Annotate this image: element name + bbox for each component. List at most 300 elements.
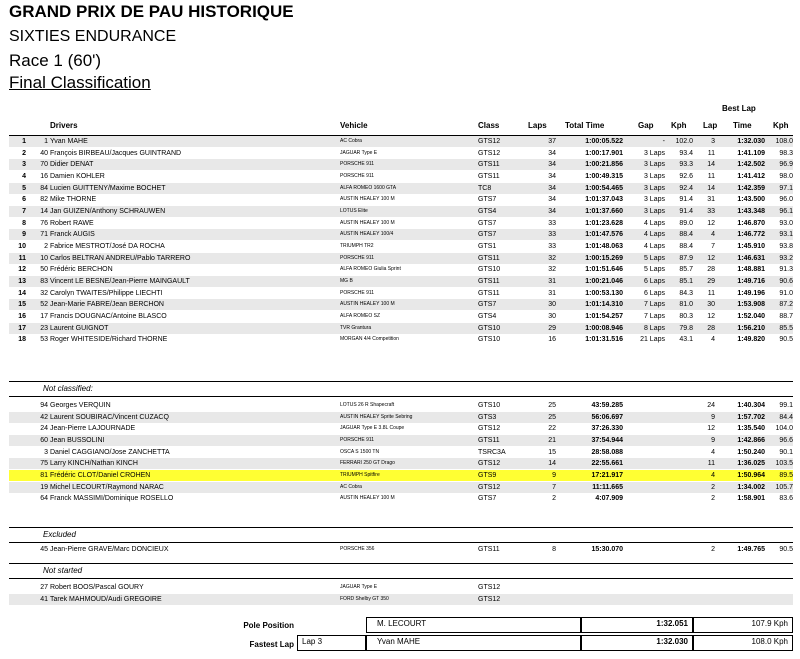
cell-gap: 7 Laps (643, 301, 665, 309)
table-row (9, 159, 793, 170)
cell-time: 1:49.716 (737, 278, 765, 286)
cell-lap: 12 (707, 219, 715, 227)
cell-class: GTS7 (478, 231, 497, 239)
table-row (9, 311, 793, 322)
cell-class: GTS12 (478, 584, 501, 591)
table-row (9, 288, 793, 299)
cell-lap: 11 (707, 173, 715, 180)
cell-laps: 33 (548, 231, 556, 239)
cell-kph: 80.3 (679, 313, 693, 321)
section-heading (9, 383, 793, 395)
cell-class: GTS9 (478, 472, 497, 480)
cell-drivers: Roger WHITESIDE/Richard THORNE (50, 336, 168, 344)
cell-bkph: 88.7 (779, 313, 793, 321)
cell-pos: 9 (22, 231, 26, 239)
pole-time-box (581, 617, 693, 633)
table-row (9, 299, 793, 310)
col-lap: Lap (703, 121, 718, 130)
cell-vehicle: OSCA S 1500 TN (340, 448, 380, 455)
cell-num: 27 (40, 584, 48, 591)
cell-kph: 88.4 (679, 231, 693, 239)
cell-total: 4:07.909 (595, 495, 623, 503)
cell-laps: 34 (548, 184, 556, 192)
cell-num: 32 (40, 289, 48, 297)
fastest-lap-label: Fastest Lap (249, 640, 294, 649)
cell-time: 1:41.412 (737, 173, 765, 180)
cell-pos: 3 (22, 161, 26, 169)
cell-time: 1:57.702 (737, 413, 765, 421)
cell-drivers: Mike THORNE (50, 196, 97, 204)
cell-laps: 7 (552, 483, 556, 491)
cell-gap: 4 Laps (643, 219, 665, 227)
cell-pos: 4 (22, 173, 26, 180)
cell-time: 1:40.304 (737, 402, 765, 409)
cell-class: GTS11 (478, 173, 500, 180)
cell-time: 1:43.348 (737, 208, 765, 216)
cell-gap: 3 Laps (643, 208, 665, 216)
cell-kph: 91.4 (679, 208, 693, 216)
cell-bkph: 93.0 (779, 219, 793, 227)
cell-bkph: 93.2 (779, 254, 793, 262)
cell-lap: 11 (707, 460, 715, 468)
cell-class: GTS11 (478, 161, 500, 169)
pole-position-label: Pole Position (243, 621, 294, 630)
cell-laps: 25 (548, 413, 556, 421)
cell-bkph: 93.1 (779, 231, 793, 239)
table-row (9, 183, 793, 194)
cell-bkph: 90.1 (779, 448, 793, 456)
cell-class: GTS11 (478, 254, 500, 262)
cell-lap: 14 (707, 161, 715, 169)
cell-laps: 21 (548, 437, 556, 444)
table-row (9, 194, 793, 205)
table-row (9, 423, 793, 434)
section-label: Excluded (43, 530, 76, 539)
cell-vehicle: AUSTIN HEALEY 100/4 (340, 231, 394, 238)
cell-num: 76 (40, 219, 48, 227)
cell-laps: 9 (552, 472, 556, 480)
cell-time: 1:35.540 (737, 425, 765, 433)
cell-class: GTS11 (478, 437, 500, 444)
cell-bkph: 89.5 (779, 472, 793, 480)
cell-drivers: Georges VERQUIN (50, 402, 111, 409)
table-row (9, 544, 793, 555)
cell-total: 1:01:54.257 (585, 313, 623, 321)
cell-class: GTS1 (478, 243, 497, 251)
cell-pos: 7 (22, 208, 26, 216)
table-row (9, 493, 793, 504)
cell-total: 1:00:15.269 (585, 254, 623, 262)
cell-bkph: 98.3 (779, 149, 793, 157)
cell-total: 15:30.070 (591, 546, 623, 553)
section-divider (9, 527, 793, 528)
cell-vehicle: AUSTIN HEALEY 100 M (340, 196, 395, 203)
cell-gap: 3 Laps (643, 184, 665, 192)
fastest-time: 1:32.030 (656, 637, 688, 646)
cell-lap: 4 (711, 448, 715, 456)
cell-total: 37:26.330 (591, 425, 623, 433)
cell-gap: 21 Laps (640, 336, 665, 344)
cell-num: 71 (40, 231, 48, 239)
cell-num: 3 (44, 448, 48, 456)
table-row (9, 482, 793, 493)
cell-drivers: Jean-Pierre GRAVE/Marc DONCIEUX (50, 546, 169, 553)
cell-laps: 22 (548, 425, 556, 433)
cell-drivers: Larry KINCH/Nathan KINCH (50, 460, 138, 468)
cell-time: 1:46.772 (737, 231, 765, 239)
event-subtitle: SIXTIES ENDURANCE (9, 28, 177, 45)
cell-class: GTS7 (478, 196, 497, 204)
table-row (9, 136, 793, 147)
cell-total: 11:11.665 (592, 483, 623, 491)
cell-kph: 92.6 (679, 173, 693, 180)
cell-total: 1:00:54.465 (585, 184, 623, 192)
cell-lap: 2 (711, 483, 715, 491)
classification-title: Final Classification (9, 73, 151, 92)
cell-bkph: 90.5 (779, 336, 793, 344)
cell-lap: 14 (707, 184, 715, 192)
cell-drivers: Carlos BELTRAN ANDREU/Pablo TARRERO (50, 254, 191, 262)
cell-time: 1:46.631 (737, 254, 765, 262)
cell-num: 81 (40, 472, 48, 480)
cell-num: 17 (40, 313, 48, 321)
table-row (9, 334, 793, 345)
cell-class: GTS10 (478, 402, 501, 409)
cell-pos: 2 (22, 149, 26, 157)
cell-vehicle: FORD Shelby GT 350 (340, 595, 389, 602)
cell-time: 1:36.025 (737, 460, 765, 468)
cell-pos: 6 (22, 196, 26, 204)
cell-total: 1:01:47.576 (585, 231, 623, 239)
cell-drivers: Vincent LE BESNE/Jean-Pierre MAINGAULT (50, 278, 190, 286)
section-divider (9, 396, 793, 397)
cell-bkph: 96.1 (779, 208, 793, 216)
section-divider (9, 563, 793, 564)
cell-laps: 14 (548, 460, 556, 468)
cell-kph: 92.4 (679, 184, 693, 192)
cell-laps: 16 (548, 336, 556, 344)
cell-pos: 12 (18, 266, 26, 274)
cell-class: GTS4 (478, 313, 497, 321)
cell-class: GTS10 (478, 336, 501, 344)
cell-time: 1:50.240 (737, 448, 765, 456)
cell-total: 28:58.088 (591, 448, 623, 456)
cell-total: 1:00:05.522 (585, 138, 623, 145)
cell-class: GTS7 (478, 219, 497, 227)
cell-drivers: Laurent GUIGNOT (50, 324, 109, 332)
cell-class: GTS7 (478, 495, 497, 503)
cell-gap: 3 Laps (643, 161, 665, 169)
cell-vehicle: JAGUAR Type E 3.8L Coupe (340, 425, 405, 432)
cell-laps: 30 (548, 301, 556, 309)
cell-total: 1:01:14.310 (585, 301, 623, 309)
section-divider (9, 578, 793, 579)
cell-bkph: 108.0 (775, 138, 793, 145)
cell-time: 1:48.881 (737, 266, 765, 274)
cell-vehicle: FERRARI 250 GT Drago (340, 460, 395, 467)
cell-bkph: 104.0 (775, 425, 793, 433)
cell-total: 22:55.661 (591, 460, 623, 468)
cell-time: 1:50.964 (737, 472, 765, 480)
cell-total: 17:21.917 (591, 472, 623, 480)
cell-total: 43:59.285 (591, 402, 623, 409)
cell-vehicle: AUSTIN HEALEY 100 M (340, 301, 395, 308)
cell-pos: 17 (18, 324, 26, 332)
cell-laps: 31 (548, 289, 556, 297)
cell-laps: 31 (548, 278, 556, 286)
cell-gap: 3 Laps (643, 149, 665, 157)
cell-laps: 32 (548, 266, 556, 274)
cell-drivers: Carolyn TWAITES/Philippe LIECHTI (50, 289, 163, 297)
cell-vehicle: PORSCHE 911 (340, 161, 375, 168)
cell-num: 60 (40, 437, 48, 444)
cell-num: 84 (40, 184, 48, 192)
table-row (9, 171, 793, 182)
cell-num: 94 (40, 402, 48, 409)
pole-kph-box (693, 617, 793, 633)
cell-gap: 6 Laps (643, 278, 665, 286)
cell-num: 42 (40, 413, 48, 421)
section-label: Not classified: (43, 384, 93, 393)
cell-kph: 87.9 (679, 254, 693, 262)
section-label: Not started (43, 566, 83, 575)
cell-total: 1:01:23.628 (585, 219, 623, 227)
cell-pos: 13 (18, 278, 26, 286)
cell-gap: 4 Laps (643, 243, 665, 251)
cell-pos: 8 (22, 219, 26, 227)
fastest-time-box (581, 635, 693, 651)
cell-time: 1:42.866 (737, 437, 765, 444)
table-row (9, 594, 793, 605)
cell-class: GTS12 (478, 138, 501, 145)
cell-num: 53 (40, 336, 48, 344)
cell-lap: 12 (707, 254, 715, 262)
cell-vehicle: JAGUAR Type E (340, 584, 378, 590)
table-row (9, 241, 793, 252)
cell-class: GTS11 (478, 546, 500, 553)
cell-num: 1 (44, 138, 48, 145)
cell-total: 1:00:08.946 (585, 324, 623, 332)
table-row (9, 323, 793, 334)
cell-class: GTS11 (478, 278, 500, 286)
cell-class: GTS4 (478, 208, 497, 216)
cell-total: 1:01:37.043 (585, 196, 623, 204)
cell-vehicle: AUSTIN HEALEY Sprite Sebring (340, 413, 413, 420)
cell-drivers: Tarek MAHMOUD/Audi GREGOIRE (50, 595, 162, 603)
cell-class: GTS12 (478, 149, 501, 157)
cell-drivers: Robert RAWE (50, 219, 94, 227)
cell-lap: 24 (707, 402, 715, 409)
cell-lap: 33 (707, 208, 715, 216)
table-row (9, 206, 793, 217)
cell-num: 23 (40, 324, 48, 332)
fastest-lap-number-box (297, 635, 366, 651)
cell-lap: 2 (711, 546, 715, 553)
cell-laps: 30 (548, 313, 556, 321)
cell-pos: 15 (18, 301, 26, 309)
cell-vehicle: AC Cobra (340, 483, 362, 490)
table-row (9, 264, 793, 275)
cell-vehicle: LOTUS Elite (340, 208, 368, 215)
cell-gap: 5 Laps (643, 254, 665, 262)
cell-lap: 4 (711, 472, 715, 480)
cell-drivers: Yvan MAHE (50, 138, 88, 145)
cell-num: 19 (40, 483, 48, 491)
cell-total: 1:01:48.063 (585, 243, 623, 251)
cell-class: GTS7 (478, 301, 497, 309)
cell-vehicle: PORSCHE 911 (340, 289, 375, 296)
cell-total: 1:00:49.315 (585, 173, 623, 180)
cell-lap: 4 (711, 231, 715, 239)
cell-bkph: 90.6 (779, 278, 793, 286)
fastest-driver: Yvan MAHE (377, 637, 421, 646)
cell-drivers: Lucien GUITTENY/Maxime BOCHET (50, 184, 166, 192)
table-row (9, 458, 793, 469)
cell-kph: 43.1 (679, 336, 693, 344)
table-row (9, 400, 793, 411)
col-gap: Gap (638, 121, 654, 130)
cell-gap: 3 Laps (643, 196, 665, 204)
cell-total: 1:01:31.516 (585, 336, 623, 344)
cell-vehicle: ALFA ROMEO Giulia Sprint (340, 266, 401, 273)
cell-kph: 81.0 (679, 301, 693, 309)
cell-laps: 37 (548, 138, 556, 145)
cell-laps: 34 (548, 208, 556, 216)
cell-lap: 2 (711, 495, 715, 503)
cell-total: 37:54.944 (591, 437, 623, 444)
cell-kph: 84.3 (679, 289, 693, 297)
cell-bkph: 99.1 (779, 402, 793, 409)
table-row (9, 412, 793, 423)
cell-kph: 85.1 (679, 278, 693, 286)
cell-drivers: Damien KOHLER (50, 173, 105, 180)
cell-vehicle: LOTUS 26 R Shapecraft (340, 402, 395, 408)
cell-bkph: 93.8 (779, 243, 793, 251)
cell-gap: 7 Laps (643, 313, 665, 321)
cell-kph: 102.0 (675, 138, 693, 145)
cell-pos: 1 (22, 138, 26, 145)
cell-vehicle: TRIUMPH TR2 (340, 243, 374, 250)
table-row (9, 229, 793, 240)
cell-gap: 5 Laps (643, 266, 665, 274)
cell-total: 1:00:17.901 (585, 149, 623, 157)
cell-laps: 29 (548, 324, 556, 332)
cell-lap: 29 (707, 278, 715, 286)
section-divider (9, 542, 793, 543)
cell-time: 1:45.910 (737, 243, 765, 251)
cell-time: 1:41.109 (737, 149, 765, 157)
section-heading (9, 529, 793, 541)
fastest-driver-box (366, 635, 581, 651)
cell-kph: 89.0 (679, 219, 693, 227)
cell-vehicle: MG B (340, 278, 353, 285)
table-row (9, 447, 793, 458)
cell-laps: 33 (548, 219, 556, 227)
cell-drivers: Franck AUGIS (50, 231, 95, 239)
cell-laps: 2 (552, 495, 556, 503)
cell-laps: 34 (548, 196, 556, 204)
cell-lap: 31 (707, 196, 715, 204)
cell-class: GTS10 (478, 266, 501, 274)
cell-time: 1:32.030 (737, 138, 765, 145)
cell-lap: 7 (711, 243, 715, 251)
cell-time: 1:49.196 (737, 289, 765, 297)
table-row (9, 435, 793, 446)
cell-num: 10 (40, 254, 48, 262)
cell-gap: 6 Laps (643, 289, 665, 297)
table-row (9, 218, 793, 229)
cell-kph: 79.8 (679, 324, 693, 332)
cell-laps: 33 (548, 243, 556, 251)
cell-lap: 4 (711, 336, 715, 344)
cell-vehicle: ALFA ROMEO SZ (340, 313, 381, 320)
cell-bkph: 91.0 (779, 289, 793, 297)
cell-bkph: 96.9 (779, 161, 793, 169)
cell-lap: 11 (707, 289, 715, 297)
cell-drivers: Jean-Marie FABRE/Jean BERCHON (50, 301, 164, 309)
cell-vehicle: AC Cobra (340, 138, 362, 144)
cell-class: TSRC3A (478, 448, 506, 456)
cell-pos: 16 (18, 313, 26, 321)
cell-kph: 91.4 (679, 196, 693, 204)
col-best-kph: Kph (773, 121, 789, 130)
cell-drivers: Jean BUSSOLINI (50, 437, 105, 444)
cell-class: GTS12 (478, 483, 501, 491)
cell-vehicle: AUSTIN HEALEY 100 M (340, 495, 395, 502)
cell-vehicle: MORGAN 4/4 Competition (340, 336, 399, 343)
cell-lap: 28 (707, 324, 715, 332)
table-row (9, 253, 793, 264)
cell-lap: 12 (707, 425, 715, 433)
race-title: Race 1 (60') (9, 51, 102, 70)
cell-lap: 12 (707, 313, 715, 321)
cell-time: 1:56.210 (737, 324, 765, 332)
cell-bkph: 96.6 (779, 437, 793, 444)
fastest-lap-number: Lap 3 (302, 637, 323, 646)
cell-pos: 18 (18, 336, 26, 344)
cell-bkph: 91.3 (779, 266, 793, 274)
cell-vehicle: ALFA ROMEO 1600 GTA (340, 184, 397, 191)
cell-bkph: 85.5 (779, 324, 793, 332)
cell-num: 2 (44, 243, 48, 251)
cell-vehicle: PORSCHE 356 (340, 546, 375, 552)
cell-pos: 11 (18, 254, 26, 262)
cell-class: GTS3 (478, 413, 497, 421)
cell-drivers: Didier DENAT (50, 161, 94, 169)
cell-num: 70 (40, 161, 48, 169)
cell-vehicle: AUSTIN HEALEY 100 M (340, 219, 395, 226)
cell-class: TC8 (478, 184, 492, 192)
cell-lap: 30 (707, 301, 715, 309)
cell-class: GTS12 (478, 460, 501, 468)
cell-gap: - (662, 138, 665, 145)
cell-num: 82 (40, 196, 48, 204)
cell-kph: 85.7 (679, 266, 693, 274)
cell-vehicle: JAGUAR Type E (340, 149, 378, 156)
cell-bkph: 105.7 (775, 483, 793, 491)
cell-bkph: 83.6 (779, 495, 793, 503)
cell-gap: 4 Laps (643, 231, 665, 239)
cell-pos: 14 (18, 289, 26, 297)
cell-drivers: Francis DOUGNAC/Antoine BLASCO (50, 313, 167, 321)
col-laps: Laps (528, 121, 547, 130)
col-kph: Kph (671, 121, 687, 130)
cell-num: 83 (40, 278, 48, 286)
cell-time: 1:46.870 (737, 219, 765, 227)
cell-pos: 10 (18, 243, 26, 251)
cell-drivers: Robert BOOS/Pascal GOURY (50, 584, 144, 591)
cell-drivers: Fabrice MESTROT/José DA ROCHA (50, 243, 165, 251)
